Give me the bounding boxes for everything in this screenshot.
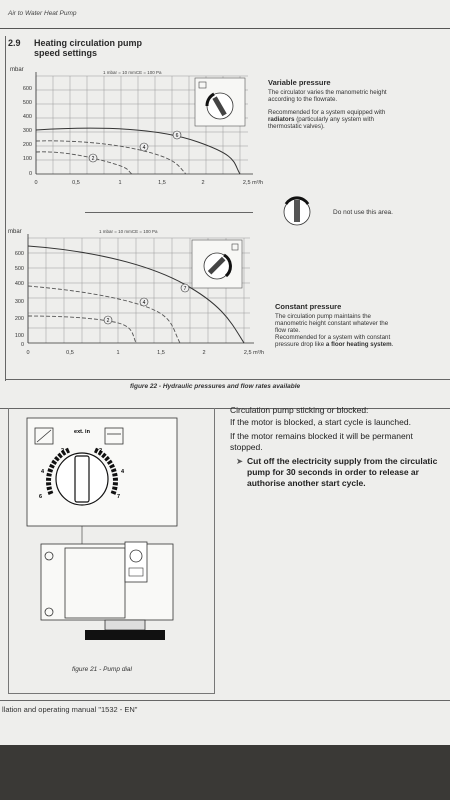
- pump-step-line: authorise another start cycle.: [247, 478, 366, 488]
- pump-text-line: If the motor remains blocked it will be permanent: [230, 431, 413, 441]
- chart1-xtick: 1,5: [158, 180, 166, 186]
- pump-text-line: If the motor is blocked, a start cycle is launched.: [230, 417, 411, 427]
- chart2-ytick: 600: [14, 251, 24, 257]
- section-title: Heating circulation pump: [34, 38, 143, 48]
- chart2-ytick: 100: [14, 333, 24, 339]
- floor-heating-emphasis: a floor heating system: [325, 341, 392, 348]
- chart2-note: 1 mbar = 10 mmCE = 100 Pa: [99, 229, 158, 234]
- section-subtitle: speed settings: [34, 48, 98, 58]
- constant-pressure-line-pre: pressure drop like: [275, 341, 326, 348]
- chart2-unit-label: mbar: [8, 229, 22, 235]
- footer-text: llation and operating manual "1532 - EN": [2, 705, 138, 714]
- pump-sticking-heading: Circulation pump sticking or blocked:: [230, 405, 369, 415]
- chart1-curve-label: 4: [142, 145, 146, 151]
- pump-step-line: pump for 30 seconds in order to release ar: [247, 467, 419, 477]
- dial-mark-right: 2: [99, 448, 103, 454]
- constant-pressure-line: Recommended for a system with constant: [275, 334, 391, 341]
- dial-mark-right: 4: [121, 469, 125, 475]
- ext-in-label: ext. in: [74, 429, 90, 435]
- pump-flange: [85, 630, 165, 640]
- chart2-ytick: 300: [14, 299, 24, 305]
- chart2-xtick: 1,5: [157, 350, 165, 356]
- do-not-use-note: Do not use this area.: [333, 209, 393, 216]
- constant-pressure-line: flow rate.: [275, 327, 301, 334]
- dial-mark-right: 7: [117, 494, 121, 500]
- footer-rule: [0, 700, 450, 701]
- chart1-note: 1 mbar = 10 mmCE = 100 Pa: [103, 70, 162, 75]
- background-surface: [0, 745, 450, 800]
- chart1-curve-2: [36, 152, 132, 174]
- chart2-curve-label: 2: [106, 318, 110, 324]
- chart1-ytick: 600: [22, 86, 32, 92]
- chart1-xtick: 2,5 m³/h: [242, 180, 264, 186]
- chart1-unit-label: mbar: [10, 67, 24, 73]
- chart2-xtick: 2,5 m³/h: [243, 350, 265, 356]
- chart1-xtick: 0,5: [72, 180, 80, 186]
- dial-knob-handle: [75, 456, 89, 502]
- header-rule: [0, 28, 450, 29]
- chart1-curve-label: 6: [175, 133, 179, 139]
- pump-step-line: Cut off the electricity supply from the circulatic: [247, 456, 438, 466]
- variable-pressure-title: Variable pressure: [268, 78, 331, 87]
- constant-pressure-line: The circulation pump maintains the: [275, 313, 371, 320]
- chart1-ytick: 200: [22, 142, 32, 148]
- chart2-curve-label: 4: [142, 300, 146, 306]
- chart-separator-rule: [85, 212, 253, 213]
- chart1-ytick: 0: [28, 171, 32, 177]
- constant-pressure-title: Constant pressure: [275, 302, 342, 311]
- chart1-xtick: 2: [201, 180, 205, 186]
- variable-pressure-line: Recommended for a system equipped with: [268, 109, 386, 116]
- chart1-ytick: 500: [22, 100, 32, 106]
- chart2-curve-4: [28, 286, 180, 343]
- chart1-curve-label: 2: [91, 156, 95, 162]
- chart2-xtick: 0,5: [66, 350, 74, 356]
- variable-pressure-line: according to the flowrate.: [268, 96, 338, 103]
- chart2-xtick: 1: [116, 350, 120, 356]
- dial-mark-left: 4: [41, 469, 45, 475]
- constant-pressure-chart: [4, 224, 274, 364]
- chart2-xtick: 0: [26, 350, 30, 356]
- variable-pressure-chart: [8, 62, 268, 197]
- section-number: 2.9: [8, 38, 21, 48]
- pump-body: [41, 544, 173, 620]
- constant-pressure-line: [275, 341, 393, 348]
- figure22-caption: figure 22 - Hydraulic pressures and flow rates available: [130, 383, 301, 390]
- constant-pressure-line: manometric height constant whatever the: [275, 320, 389, 327]
- chart2-ytick: 200: [14, 316, 24, 322]
- pump-text-line: stopped.: [230, 442, 263, 452]
- chart2-xtick: 2: [202, 350, 206, 356]
- pump-outlet: [105, 620, 145, 630]
- variable-pressure-line: The circulator varies the manometric height: [268, 89, 387, 96]
- chart2-ytick: 500: [14, 266, 24, 272]
- chart1-ytick: 100: [22, 156, 32, 162]
- chart2-curve-label: 7: [183, 286, 187, 292]
- dial-mark-left: 6: [39, 494, 43, 500]
- chart1-ytick: 300: [22, 128, 32, 134]
- arrow-icon: ➤: [236, 456, 244, 466]
- pump-dial-figure: [25, 416, 185, 671]
- chart2-ytick: 400: [14, 281, 24, 287]
- figure21-caption: figure 21 - Pump dial: [72, 666, 132, 673]
- dial-mark-left: 2: [61, 448, 65, 454]
- chart1-xtick: 1: [118, 180, 122, 186]
- variable-pressure-line-rest: (particularly any system with: [294, 116, 374, 123]
- figure22-rule: [5, 379, 450, 380]
- chart1-xtick: 0: [34, 180, 38, 186]
- chart1-ytick: 400: [22, 114, 32, 120]
- document-header: Air to Water Heat Pump: [8, 10, 77, 17]
- constant-pressure-line-post: .: [391, 341, 394, 348]
- radiators-emphasis: radiators: [268, 116, 295, 123]
- do-not-use-dial-icon: [272, 190, 322, 234]
- variable-pressure-line: thermostatic valves).: [268, 123, 325, 130]
- chart2-ytick: 0: [20, 342, 24, 348]
